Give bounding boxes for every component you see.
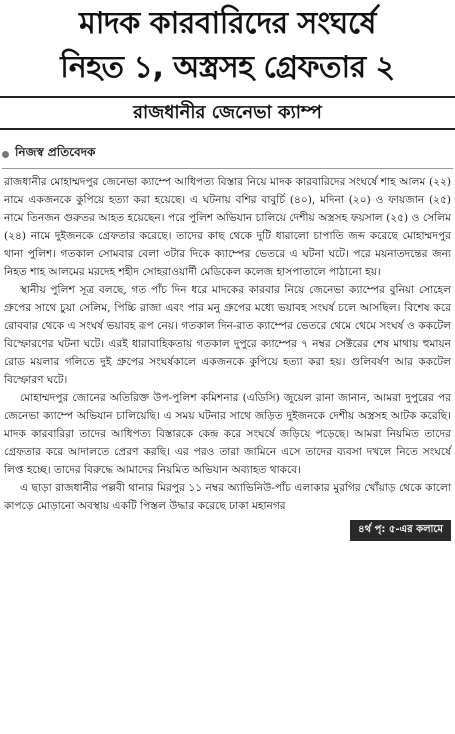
paragraph-4: এ ছাড়া রাজধানীর পল্লবী থানার মিরপুর ১১ নম্বর অ্যাভিনিউ-পাঁচ এলাকার মুরগির খোঁয়াড় থেকে কালো কাপড়ে মোড়ানো অবস্থায় একটি পিস্তল উদ্ধার করেছে ঢাকা মহানগর [4, 482, 451, 512]
headline-line-1: মাদক কারবারিদের সংঘর্ষে [79, 6, 376, 41]
continuation-label: ৪র্থ পৃ: ৫-এর কলামে [350, 520, 451, 541]
headline [0, 2, 455, 90]
paragraph-1: রাজধানীর মোহাম্মদপুর জেনেভা ক্যাম্পে আধিপত্য বিস্তার নিয়ে মাদক কারবারিদের সংঘর্ষে শাহ আলম (২২) নামে একজনকে কুপিয়ে হত্যা করা হয়েছে। এ ঘটনায় বশির বাবুর্চি (৪০), মদিনা (২০) ও ফায়জান (২৫) নামে তিনজন গুরুতর আহত হয়েছেন। পরে পুলিশ অভিযান চালিয়ে দেশীয় অস্ত্রসহ ফয়সাল (২৫) ও সেলিম (২৪) নামে দুইজনকে গ্রেফতার করেছে। তাদের কাছ থেকে দুটি ধারালো চাপাতি জব্দ করেছে মোহাম্মদপুর থানা পুলিশ। গতকাল সোমবার বেলা ৩টার দিকে ক্যাম্পের ভেতরে এ ঘটনা ঘটে। পরে ময়নাতদন্তের জন্য নিহত শাহ আলমের মরদেহ শহীদ সোহরাওয়ার্দী মেডিকেল কলেজ হাসপাতালে পাঠানো হয়। [4, 176, 451, 278]
subheadline-box [0, 96, 455, 130]
article-body [4, 173, 451, 515]
headline-line-2: নিহত ১, অস্ত্রসহ গ্রেফতার ২ [60, 50, 395, 85]
continuation-row [0, 517, 451, 541]
divider [2, 168, 453, 169]
paragraph-3: মোহাম্মদপুর জোনের অতিরিক্ত উপ-পুলিশ কমিশনার (এডিসি) জুয়েল রানা জানান, আমরা দুপুরের পর জেনেভা ক্যাম্পে অভিযান চালিয়েছি। এ সময় ঘটনার সাথে জড়িত দুইজনকে দেশীয় অস্ত্রসহ আটক করেছি। মাদক কারবারিরা তাদের আধিপত্য বিস্তারকে কেন্দ্র করে সংঘর্ষে জড়িয়ে পড়েছে। আমরা নিয়মিত তাদের গ্রেফতার করে আদালতে প্রেরণ করছি। এর পরও তারা জামিনে এসে তাদের ব্যবসা দখলে নিতে সংঘর্ষে লিপ্ত হচ্ছে। তাদের বিরুদ্ধে আমাদের নিয়মিত অভিযান অব্যাহত থাকবে। [4, 392, 451, 476]
subheadline: রাজধানীর জেনেভা ক্যাম্প [133, 101, 322, 123]
bullet-icon [2, 151, 9, 158]
byline-text: নিজস্ব প্রতিবেদক [15, 145, 96, 159]
byline [2, 144, 455, 164]
paragraph-2: স্থানীয় পুলিশ সূত্র বলছে, গত পাঁচ দিন ধরে মাদকের কারবার নিয়ে জেনেভা ক্যাম্পের বুনিয়া সোহেল গ্রুপের সাথে চুয়া সেলিম, পিচ্চি রাজা এবং পার মনু গ্রুপের মধ্যে ভয়াবহ সংঘর্ষ চলে আসছিল। বিশেষ করে রোববার থেকে এ সংঘর্ষ ভয়াবহ রূপ নেয়। গতকাল দিন-রাত ক্যাম্পের ভেতরে থেমে থেমে সংঘর্ষ ও ককটেল বিস্ফোরণের ঘটনা ঘটে। এরই ধারাবাহিকতায় গতকাল দুপুরে ক্যাম্পের ৭ নম্বর সেক্টরের শেষ মাথায় হুমায়ন রোড ময়লার গলিতে দুই গ্রুপের সংঘর্ষকালে একজনকে কুপিয়ে হত্যা করা হয়। গুলিবর্ষণ আর ককটেল বিস্ফোরণ ঘটে। [4, 284, 451, 386]
